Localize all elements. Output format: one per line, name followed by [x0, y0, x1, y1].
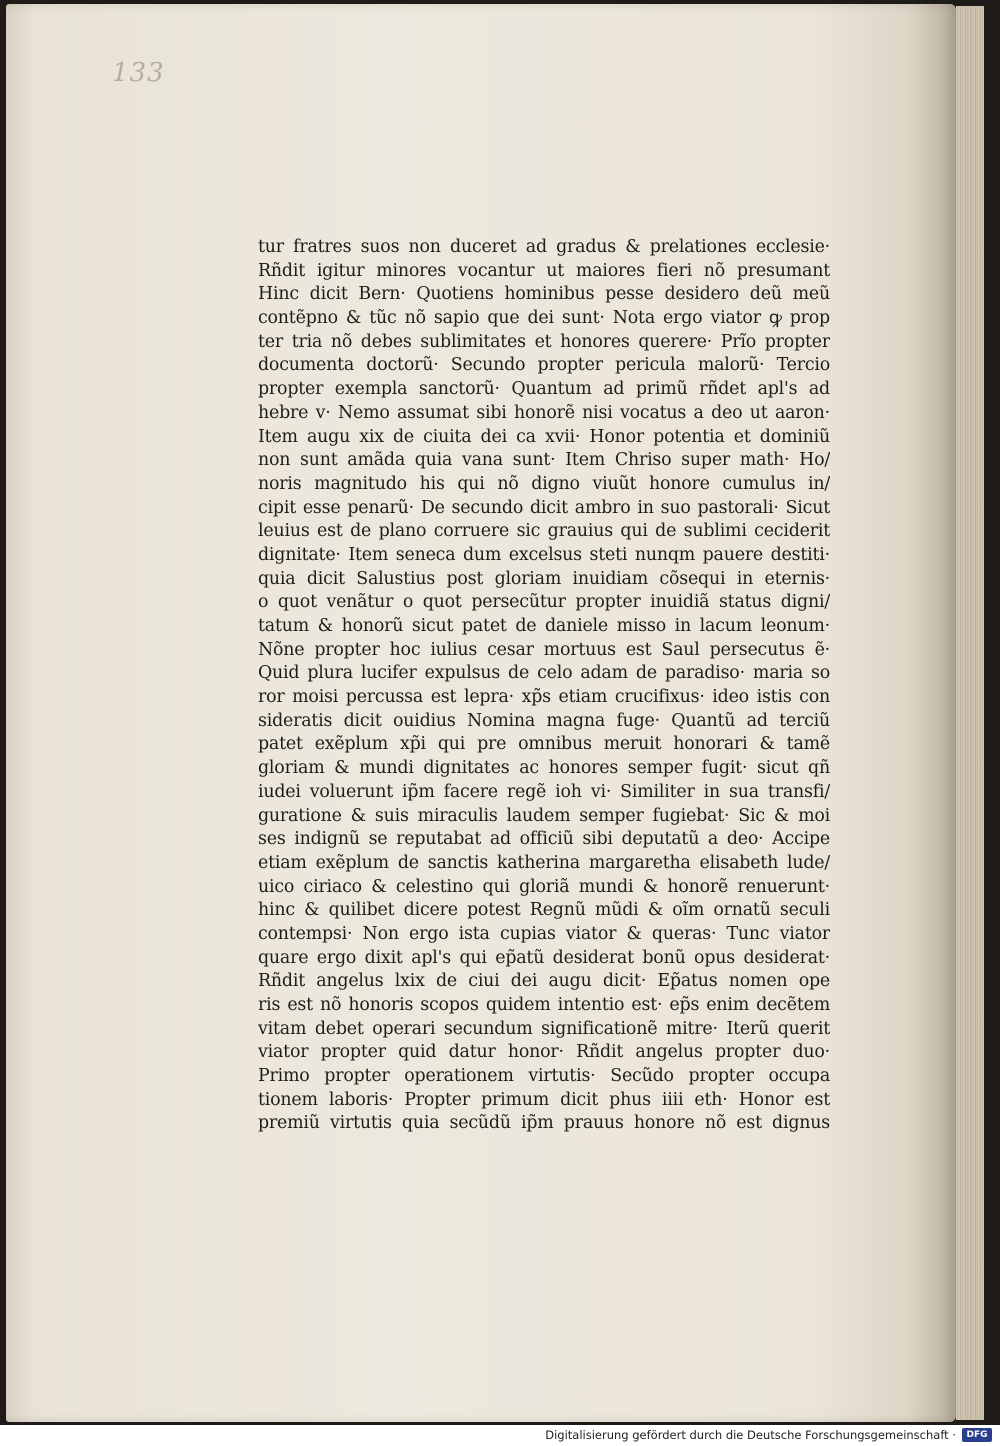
text-line: non sunt amãda quia vana sunt· Item Chriso super math· Ho/ — [258, 450, 830, 471]
text-line: Rñdit angelus lxix de ciui dei augu dicit· Ep̃atus nomen ope — [258, 971, 830, 992]
text-line: leuius est de plano corruere sic grauius qui de sublimi ceciderit — [258, 521, 830, 542]
text-line: ses indignũ se reputabat ad officiũ sibi deputatũ a deo· Accipe — [258, 829, 830, 850]
text-line: Nõne propter hoc iulius cesar mortuus est Saul persecutus ẽ· — [258, 639, 830, 660]
text-line: Item augu xix de ciuita dei ca xvii· Honor potentia et dominiũ — [258, 426, 830, 447]
text-line: iudei voluerunt ip̃m facere regẽ ioh vi· Similiter in sua transfi/ — [258, 781, 830, 802]
text-block — [258, 236, 830, 1136]
text-line: hinc & quilibet dicere potest Regnũ mũdi & oĩm ornatũ seculi — [258, 900, 830, 921]
text-line: tur fratres suos non duceret ad gradus & prelationes ecclesie· — [258, 237, 830, 257]
dfg-logo: DFG — [962, 1428, 992, 1442]
text-line: ter tria nõ debes sublimitates et honores querere· Prĩo propter — [258, 331, 830, 352]
footer-credit: Digitalisierung gefördert durch die Deutsche Forschungsgemeinschaft · — [545, 1428, 956, 1442]
text-line: etiam exẽplum de sanctis katherina margaretha elisabeth lude/ — [258, 852, 830, 873]
text-line: tionem laboris· Propter primum dicit phus iiii eth· Honor est — [258, 1089, 830, 1110]
folio-number: 133 — [112, 58, 165, 88]
text-line: Hinc dicit Bern· Quotiens hominibus pesse desidero deũ meũ — [258, 284, 830, 305]
text-line: viator propter quid datur honor· Rñdit angelus propter duo· — [258, 1042, 830, 1063]
text-line: tatum & honorũ sicut patet de daniele misso in lacum leonum· — [258, 616, 830, 636]
text-line: quare ergo dixit apl's qui ep̃atũ desiderat bonũ opus desiderat· — [258, 947, 830, 968]
page-edges — [956, 6, 984, 1420]
text-line: contempsi· Non ergo ista cupias viator & queras· Tunc viator — [258, 923, 830, 944]
footer-bar — [0, 1425, 1000, 1446]
text-line: premiũ virtutis quia secũdũ ip̃m prauus honore nõ est dignus — [258, 1113, 830, 1134]
text-line: noris magnitudo his qui nõ digno viuũt honore cumulus in/ — [258, 473, 830, 494]
text-line: Rñdit igitur minores vocantur ut maiores fieri nõ presumant — [258, 260, 830, 281]
text-line: guratione & suis miraculis laudem semper fugiebat· Sic & moi — [258, 805, 830, 826]
text-line: cipit esse penarũ· De secundo dicit ambro in suo pastorali· Sicut — [258, 497, 830, 518]
text-line: o quot venãtur o quot persecũtur propter inuidiã status digni/ — [258, 592, 830, 613]
text-line: Primo propter operationem virtutis· Secũdo propter occupa — [258, 1066, 830, 1087]
text-line: Quid plura lucifer expulsus de celo adam de paradiso· maria so — [258, 663, 830, 684]
text-line: ror moisi percussa est lepra· xp̃s etiam crucifixus· ideo istis con — [258, 687, 830, 708]
text-line: hebre v· Nemo assumat sibi honorẽ nisi vocatus a deo ut aaron· — [258, 402, 830, 423]
text-line: vitam debet operari secundum significationẽ mitre· Iterũ querit — [258, 1018, 830, 1039]
text-line: patet exẽplum xp̃i qui pre omnibus meruit honorari & tamẽ — [258, 734, 830, 755]
text-line: dignitate· Item seneca dum excelsus steti nunqm pauere destiti· — [258, 544, 830, 565]
text-line: ris est nõ honoris scopos quidem intentio est· ep̃s enim decẽtem — [258, 995, 830, 1015]
text-line: documenta doctorũ· Secundo propter pericula malorũ· Tercio — [258, 355, 830, 376]
text-line: gloriam & mundi dignitates ac honores semper fugit· sicut qñ — [258, 758, 830, 779]
text-line: contẽpno & tũc nõ sapio que dei sunt· Nota ergo viator ꝙ prop — [258, 308, 830, 329]
text-line: quia dicit Salustius post gloriam inuidiam cõsequi in eternis· — [258, 568, 830, 589]
text-line: propter exempla sanctorũ· Quantum ad primũ rñdet apl's ad — [258, 379, 830, 400]
text-line: sideratis dicit ouidius Nomina magna fuge· Quantũ ad terciũ — [258, 710, 830, 731]
text-line: uico ciriaco & celestino qui gloriã mundi & honorẽ renuerunt· — [258, 876, 830, 897]
